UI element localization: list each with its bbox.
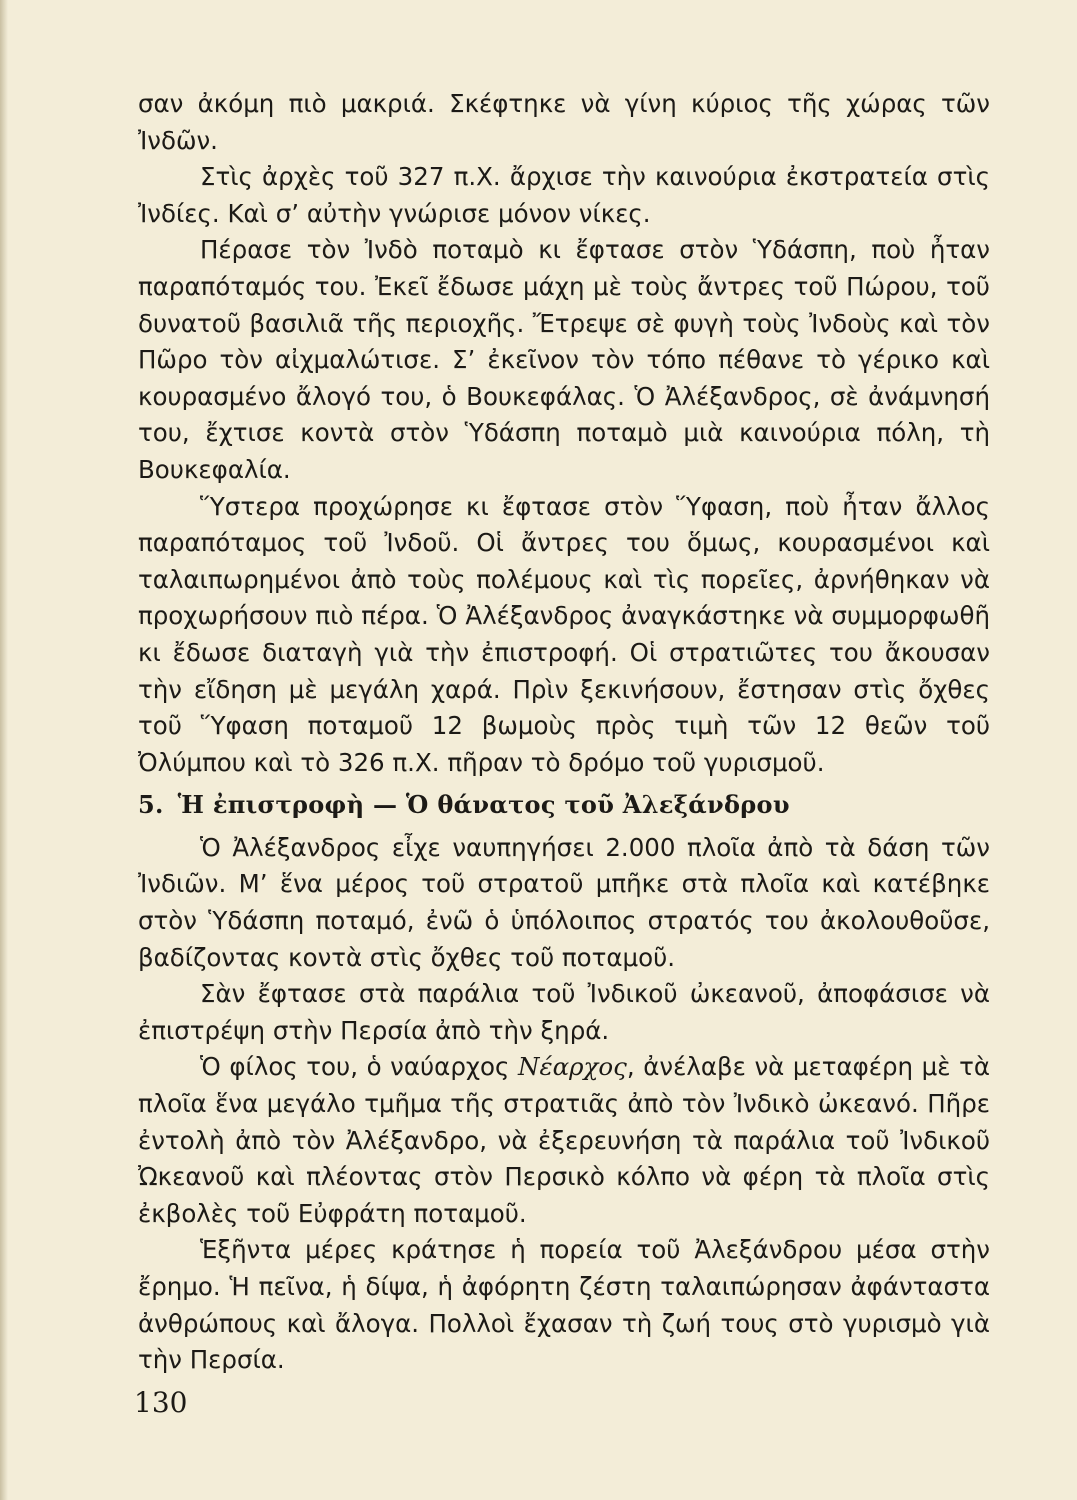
paragraph-text: , ἀνέλαβε νὰ μεταφέρη μὲ τὰ πλοῖα ἕνα μεγάλο τμῆμα τῆς στρατιᾶς ἀπὸ τὸν Ἰνδικὸ ὠκεανό. Πῆρε ἐντολὴ ἀπὸ τὸν Ἀλέξανδρο, νὰ ἐξερευνήση τὰ παράλια τοῦ Ἰνδικοῦ Ὠκεανοῦ καὶ πλέοντας στὸν Περσικὸ κόλπο νὰ φέρη τὰ πλοῖα στὶς ἐκβολὲς τοῦ Εὐφράτη ποταμοῦ. <box>138 1052 990 1228</box>
paragraph: Πέρασε τὸν Ἰνδὸ ποταμὸ κι ἔφτασε στὸν Ὑδάσπη, ποὺ ἦταν παραπόταμός του. Ἐκεῖ ἔδωσε μάχη μὲ τοὺς ἄντρες τοῦ Πώρου, τοῦ δυνατοῦ βασιλιᾶ τῆς περιοχῆς. Ἔτρεψε σὲ φυγὴ τοὺς Ἰνδοὺς καὶ τὸν Πῶρο τὸν αἰχμαλώτισε. Σ’ ἐκεῖνον τὸν τόπο πέθανε τὸ γέρικο καὶ κουρασμένο ἄλογό του, ὁ Βουκεφάλας. Ὁ Ἀλέξανδρος, σὲ ἀνάμνησή του, ἔχτισε κοντὰ στὸν Ὑδάσπη ποταμὸ μιὰ καινούρια πόλη, τὴ Βουκεφαλία. <box>138 235 990 484</box>
paragraph: Σὰν ἔφτασε στὰ παράλια τοῦ Ἰνδικοῦ ὠκεανοῦ, ἀποφάσισε νὰ ἐπιστρέψη στὴν Περσία ἀπὸ τὴν ξηρά. <box>138 979 990 1045</box>
person-name: Νέαρχος <box>518 1052 627 1082</box>
page-number: 130 <box>134 1386 188 1419</box>
body-text <box>138 86 990 1379</box>
section-title: Ἡ ἐπιστροφὴ — Ὁ θάνατος τοῦ Ἀλεξάνδρου <box>177 790 790 820</box>
paragraph-text: Ὁ φίλος του, ὁ ναύαρχος <box>200 1052 518 1082</box>
paragraph: Ἑξῆντα μέρες κράτησε ἡ πορεία τοῦ Ἀλεξάνδρου μέσα στὴν ἔρημο. Ἡ πεῖνα, ἡ δίψα, ἡ ἀφόρητη ζέστη ταλαιπώρησαν ἀφάνταστα ἀνθρώπους καὶ ἄλογα. Πολλοὶ ἔχασαν τὴ ζωή τους στὸ γυρισμὸ γιὰ τὴν Περσία. <box>138 1235 990 1375</box>
paragraph: Ὕστερα προχώρησε κι ἔφτασε στὸν Ὕφαση, ποὺ ἦταν ἄλλος παραπόταμος τοῦ Ἰνδοῦ. Οἱ ἄντρες του ὅμως, κουρασμένοι καὶ ταλαιπωρημένοι ἀπὸ τοὺς πολέμους καὶ τὶς πορεῖες, ἀρνήθηκαν νὰ προχωρήσουν πιὸ πέρα. Ὁ Ἀλέξανδρος ἀναγκάστηκε νὰ συμμορφωθῆ κι ἔδωσε διαταγὴ γιὰ τὴν ἐπιστροφή. Οἱ στρατιῶτες του ἄκουσαν τὴν εἴδηση μὲ μεγάλη χαρά. Πρὶν ξεκινήσουν, ἔστησαν στὶς ὄχθες τοῦ Ὕφαση ποταμοῦ 12 βωμοὺς πρὸς τιμὴ τῶν 12 θεῶν τοῦ Ὀλύμπου καὶ τὸ 326 π.Χ. πῆραν τὸ δρόμο τοῦ γυρισμοῦ. <box>138 491 990 777</box>
section-number: 5. <box>138 790 164 820</box>
page-edge-shadow <box>0 0 8 1500</box>
paragraph: Ὁ Ἀλέξανδρος εἶχε ναυπηγήσει 2.000 πλοῖα ἀπὸ τὰ δάση τῶν Ἰνδιῶν. Μ’ ἕνα μέρος τοῦ στρατοῦ μπῆκε στὰ πλοῖα καὶ κατέβηκε στὸν Ὑδάσπη ποταμό, ἐνῶ ὁ ὑπόλοιπος στρατός του ἀκολουθοῦσε, βαδίζοντας κοντὰ στὶς ὄχθες τοῦ ποταμοῦ. <box>138 832 990 972</box>
paragraph: Στὶς ἀρχὲς τοῦ 327 π.Χ. ἄρχισε τὴν καινούρια ἐκστρατεία στὶς Ἰνδίες. Καὶ σ’ αὐτὴν γνώρισε μόνον νίκες. <box>138 162 990 228</box>
section-heading <box>138 787 990 824</box>
paragraph: σαν ἀκόμη πιὸ μακριά. Σκέφτηκε νὰ γίνη κύριος τῆς χώρας τῶν Ἰνδῶν. <box>138 89 990 155</box>
paragraph <box>138 1049 990 1232</box>
